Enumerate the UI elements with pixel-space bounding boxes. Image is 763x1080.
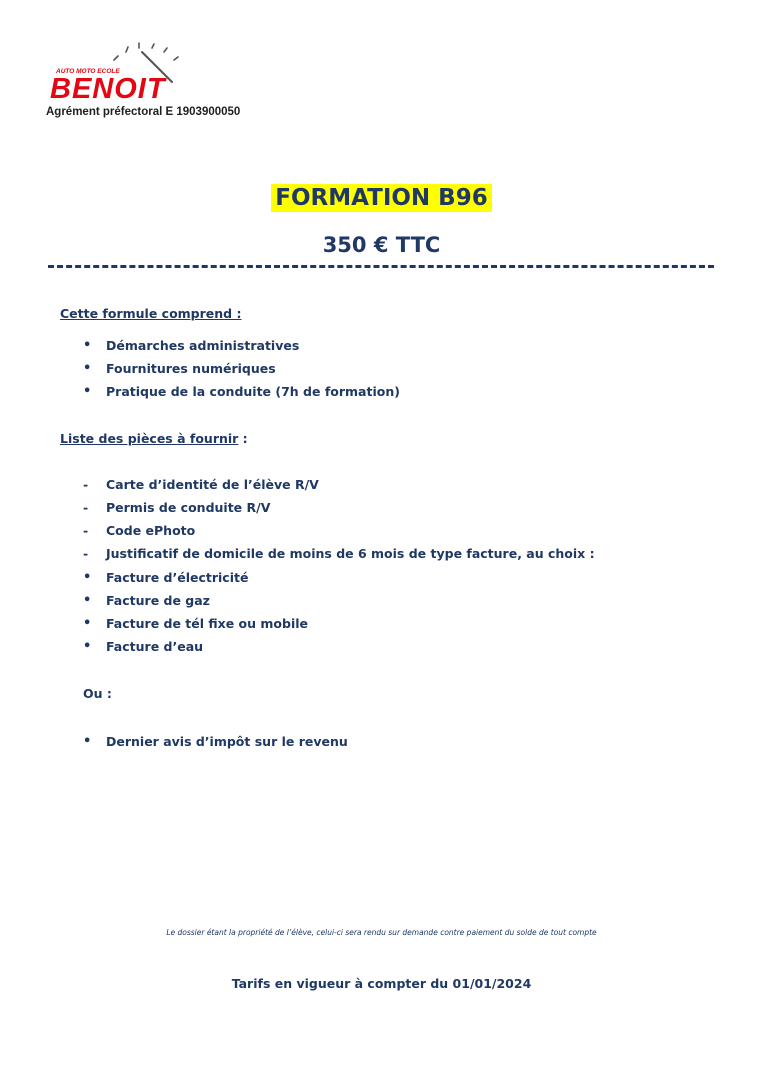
list-item [83,477,319,492]
list-item-label: Permis de conduite R/V [106,500,271,515]
logo-brand-text: BENOIT [50,73,166,102]
section-formule-label-text: Cette formule comprend : [60,306,242,321]
list-item-label: Dernier avis d’impôt sur le revenu [106,734,348,749]
agrement-text: Agrément préfectoral E 1903900050 [46,106,241,118]
list-item [83,384,400,399]
list-item-label: Code ePhoto [106,523,196,538]
ou-label: Ou : [83,686,112,701]
section-pieces-label-suffix: : [238,431,248,446]
list-item-label: Facture de tél fixe ou mobile [106,616,308,631]
list-item [83,338,299,353]
tarifs-date: Tarifs en vigueur à compter du 01/01/2024 [231,976,532,991]
bullet-icon: • [83,734,92,749]
logo-small-text: AUTO MOTO ECOLE [56,68,120,75]
bullet-icon: • [83,639,92,654]
list-item [83,523,195,538]
section-formule-label [60,306,241,321]
list-item [83,639,203,654]
page-title: FORMATION B96 [271,184,491,212]
list-item [83,734,348,749]
dash-icon: - [83,523,89,538]
dashed-divider [48,265,714,268]
list-item-label: Fournitures numériques [106,361,276,376]
bullet-icon: • [83,338,92,353]
brand-logo [46,42,226,102]
list-item-label: Justificatif de domicile de moins de 6 mois de type facture, au choix : [106,546,595,561]
list-item-label: Facture de gaz [106,593,210,608]
section-pieces-label-text: Liste des pièces à fournir [60,431,239,446]
footnote: Le dossier étant la propriété de l’élève, celui-ci sera rendu sur demande contre paiement du solde de tout compte [166,928,597,937]
price: 350 € TTC [322,233,441,257]
bullet-icon: • [83,616,92,631]
bullet-icon: • [83,593,92,608]
list-item [83,616,308,631]
title-wrap [0,184,763,212]
list-item-label: Démarches administratives [106,338,300,353]
list-item [83,361,276,376]
list-item [83,593,210,608]
list-item-label: Facture d’électricité [106,570,249,585]
list-item [83,570,248,585]
dash-icon: - [83,477,89,492]
list-item-label: Carte d’identité de l’élève R/V [106,477,319,492]
list-item-label: Facture d’eau [106,639,204,654]
dash-icon: - [83,500,89,515]
list-item-label: Pratique de la conduite (7h de formation) [106,384,400,399]
bullet-icon: • [83,570,92,585]
list-item [83,500,270,515]
section-pieces-label [60,431,248,446]
dash-icon: - [83,546,89,561]
bullet-icon: • [83,384,92,399]
bullet-icon: • [83,361,92,376]
list-item [83,546,595,561]
